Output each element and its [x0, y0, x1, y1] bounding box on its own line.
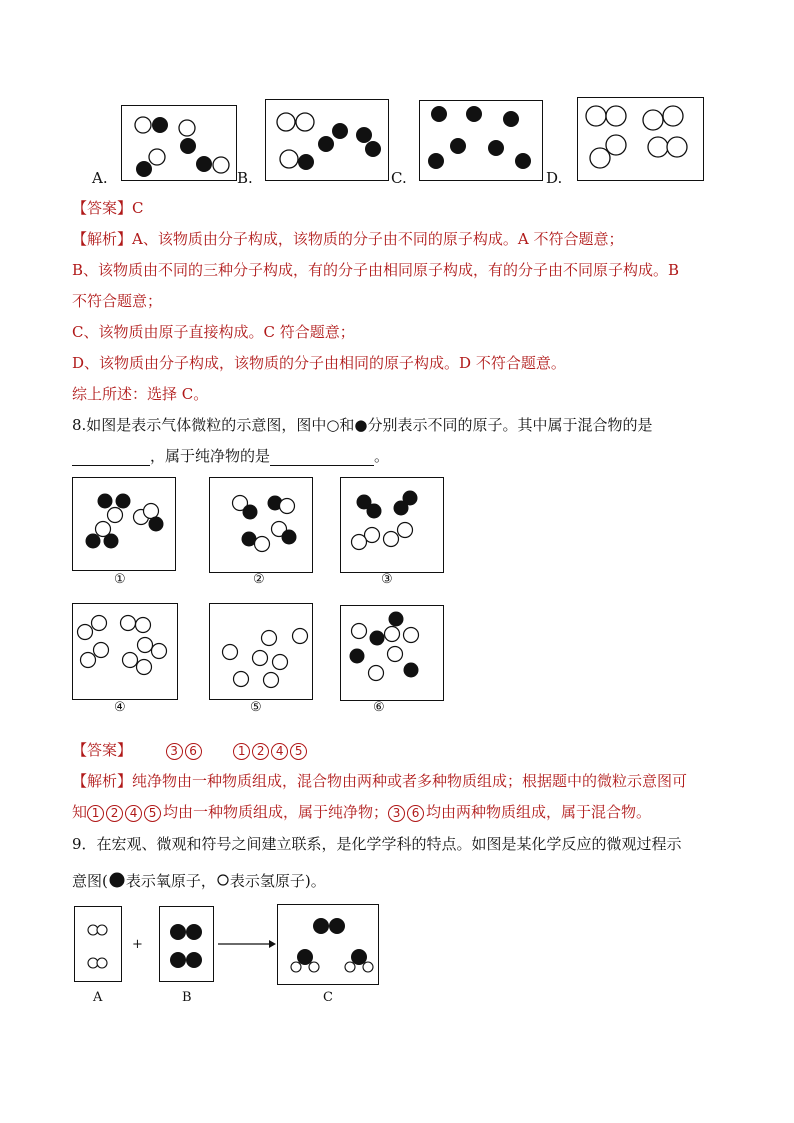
oxygen-atom-icon: [108, 872, 126, 888]
option-a-letter: A.: [92, 169, 108, 187]
q9-caption-c: C: [323, 990, 333, 1005]
option-c-letter: C.: [391, 169, 407, 187]
q8-analysis-line-2: 知 1 2 4 5 均由一种物质组成，属于纯净物； 3 6 均由两种物质组成，属于混合物。: [72, 803, 652, 821]
pure-answer: 1 2 4 5: [233, 740, 309, 760]
q9-box-b: [159, 906, 214, 982]
q9-stem-line-1: 9．在宏观、微观和符号之间建立联系，是化学学科的特点。如图是某化学反应的微观过程示: [72, 835, 682, 853]
option-d-letter: D.: [546, 169, 563, 187]
answer-label: 【答案】: [72, 741, 133, 759]
q8-caption-1: ①: [114, 572, 126, 587]
option-b-figure: [265, 99, 389, 181]
q8-figure-5: [209, 603, 313, 700]
q9-stem-line-2: 意图( 表示氧原子， 表示氢原子)。: [72, 872, 326, 890]
q7-analysis-line-4: C、该物质由原子直接构成。C 符合题意；: [72, 323, 355, 341]
option-d-figure: [577, 97, 704, 181]
mixture-answer: 3 6: [166, 740, 204, 760]
q8-analysis-line-1: 【解析】纯净物由一种物质组成，混合物由两种或者多种物质组成；根据题中的微粒示意图可: [72, 772, 688, 790]
option-a-figure: [121, 105, 237, 181]
q9-caption-a: A: [93, 990, 103, 1005]
q7-analysis-line-3: 不符合题意；: [72, 292, 163, 310]
mixture-answer-ref: 3 6: [388, 802, 426, 822]
q8-caption-5: ⑤: [250, 700, 262, 715]
analysis-label: 【解析】: [72, 230, 133, 248]
answer-label: 【答案】: [72, 199, 133, 217]
q8-figure-1: [72, 477, 176, 571]
q7-analysis-line-5: D、该物质由分子构成，该物质的分子由相同的原子构成。D 不符合题意。: [72, 354, 566, 372]
q8-caption-4: ④: [114, 700, 126, 715]
pure-answer-ref: 1 2 4 5: [87, 802, 163, 822]
q8-caption-2: ②: [253, 572, 265, 587]
option-c-figure: [419, 100, 543, 181]
q8-figure-2: [209, 477, 313, 573]
q9-box-c: [277, 904, 379, 985]
q7-analysis-line-1: 【解析】A、该物质由分子构成，该物质的分子由不同的原子构成。A 不符合题意；: [72, 230, 624, 248]
q8-caption-6: ⑥: [373, 700, 385, 715]
q8-figure-4: [72, 603, 178, 700]
q7-analysis-line-2: B、该物质由不同的三种分子构成，有的分子由相同原子构成，有的分子由不同原子构成。B: [72, 261, 680, 279]
analysis-label: 【解析】: [72, 772, 133, 790]
option-b-letter: B.: [237, 169, 253, 187]
pure-answer-blank[interactable]: [270, 449, 374, 466]
q7-answer: [72, 198, 144, 218]
hydrogen-atom-icon: [216, 873, 230, 887]
q8-caption-3: ③: [381, 572, 393, 587]
q9-box-a: [74, 906, 122, 982]
plus-sign: +: [132, 937, 143, 952]
q9-caption-b: B: [182, 990, 192, 1005]
reaction-arrow-icon: [217, 938, 277, 950]
answer-value: C: [132, 199, 144, 217]
q8-answer: [72, 740, 309, 760]
mixture-answer-blank[interactable]: [72, 449, 150, 466]
q8-figure-6: [340, 605, 444, 701]
q8-stem-line-1: 8.如图是表示气体微粒的示意图，图中○和●分别表示不同的原子。其中属于混合物的是: [72, 416, 653, 434]
q8-stem-line-2: ，属于纯净物的是 。: [72, 446, 389, 466]
q8-figure-3: [340, 477, 444, 573]
q7-analysis-line-6: 综上所述：选择 C。: [72, 385, 209, 403]
